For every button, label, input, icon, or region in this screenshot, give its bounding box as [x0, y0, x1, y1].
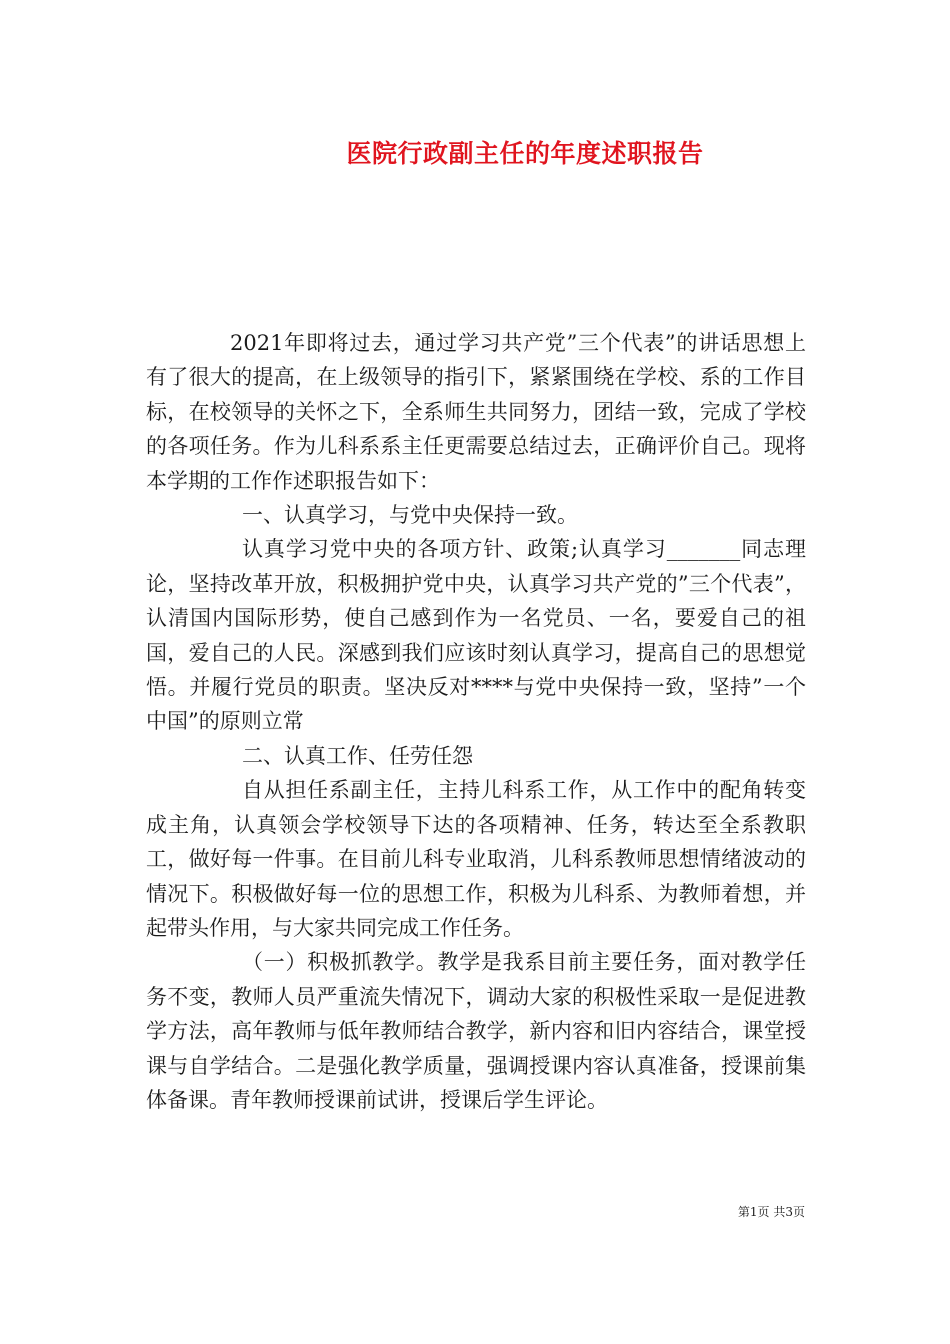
page-footer: 第1页 共3页 [737, 1205, 805, 1219]
section-heading-1: 一、认真学习，与党中央保持一致。 [242, 503, 578, 528]
section-heading-2: 二、认真工作、任劳任怨 [242, 743, 473, 768]
paragraph-work: 自从担任系副主任，主持儿科系工作，从工作中的配角转变成主角，认真领会学校领导下达的各项精神、任务，转达至全系教职工，做好每一件事。在目前儿科专业取消，儿科系教师思想情绪波动的情况下。积极做好每一位的思想工作，积极为儿科系、为教师着想，并起带头作用，与大家共同完成工作任务。 [146, 778, 806, 940]
paragraph-intro: 2021年即将过去，通过学习共产党”三个代表”的讲话思想上有了很大的提高，在上级领导的指引下，紧紧围绕在学校、系的工作目标，在校领导的关怀之下，全系师生共同努力，团结一致，完成了学校的各项任务。作为儿科系系主任更需要总结过去，正确评价自己。现将本学期的工作作述职报告如下： [146, 331, 806, 493]
page-title: 医院行政副主任的年度述职报告 [346, 139, 704, 168]
paragraph-study: 认真学习党中央的各项方针、政策;认真学习_______同志理论，坚持改革开放，积极拥护党中央，认真学习共产党的”三个代表”，认清国内国际形势，使自己感到作为一名党员、一名，要爱自己的祖国，爱自己的人民。深感到我们应该时刻认真学习，提高自己的思想觉悟。并履行党员的职责。坚决反对****与党中央保持一致，坚持”一个中国”的原则立常 [146, 537, 806, 734]
document-body [146, 326, 806, 1117]
paragraph-teaching: （一）积极抓教学。教学是我系目前主要任务，面对教学任务不变，教师人员严重流失情况下，调动大家的积极性采取一是促进教学方法，高年教师与低年教师结合教学，新内容和旧内容结合，课堂授课与自学结合。二是强化教学质量，强调授课内容认真准备，授课前集体备课。青年教师授课前试讲，授课后学生评论。 [146, 950, 806, 1112]
